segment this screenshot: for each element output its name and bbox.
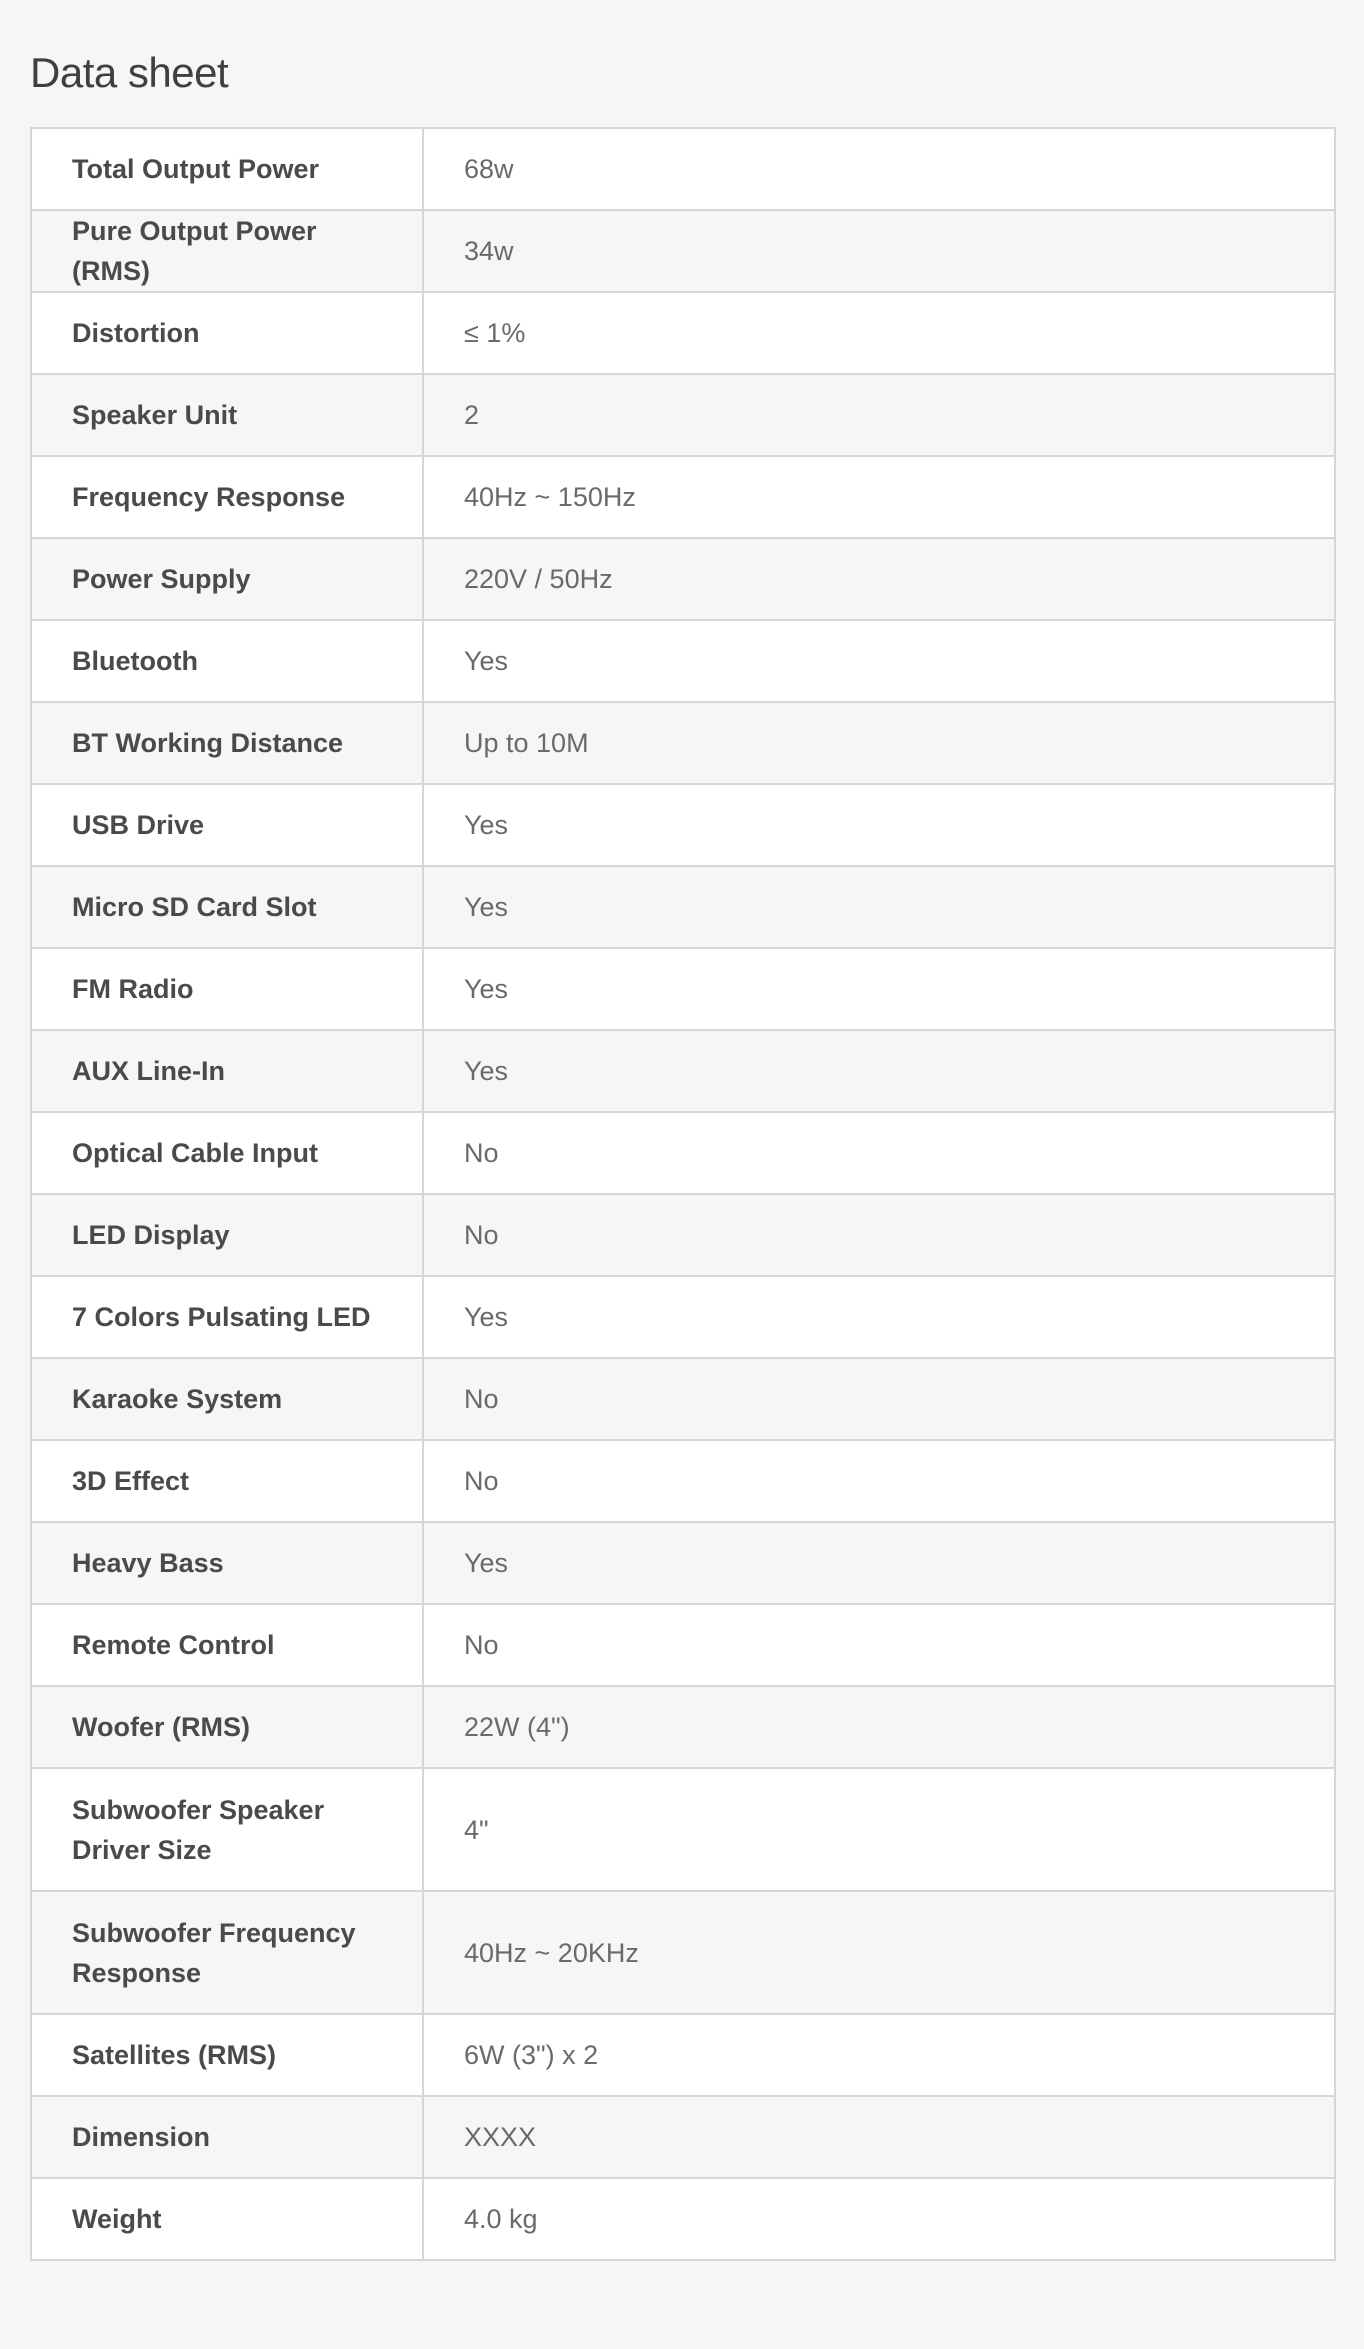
spec-name: FM Radio bbox=[31, 948, 423, 1030]
spec-value: XXXX bbox=[423, 2096, 1335, 2178]
spec-value: 68w bbox=[423, 128, 1335, 210]
spec-name: Total Output Power bbox=[31, 128, 423, 210]
spec-name: USB Drive bbox=[31, 784, 423, 866]
spec-name: LED Display bbox=[31, 1194, 423, 1276]
table-row bbox=[31, 1768, 1335, 1891]
spec-value: Yes bbox=[423, 948, 1335, 1030]
spec-value: Yes bbox=[423, 784, 1335, 866]
table-row bbox=[31, 1030, 1335, 1112]
spec-value: No bbox=[423, 1194, 1335, 1276]
spec-value: Yes bbox=[423, 1276, 1335, 1358]
spec-value: 22W (4") bbox=[423, 1686, 1335, 1768]
spec-value: 40Hz ~ 20KHz bbox=[423, 1891, 1335, 2014]
table-row bbox=[31, 1112, 1335, 1194]
table-row bbox=[31, 1276, 1335, 1358]
spec-value: Yes bbox=[423, 1030, 1335, 1112]
table-row bbox=[31, 2178, 1335, 2260]
spec-value: Yes bbox=[423, 620, 1335, 702]
spec-value: 4" bbox=[423, 1768, 1335, 1891]
spec-value: 34w bbox=[423, 210, 1335, 292]
data-sheet-section bbox=[30, 0, 1336, 2234]
spec-value: No bbox=[423, 1440, 1335, 1522]
table-row bbox=[31, 948, 1335, 1030]
table-row bbox=[31, 1686, 1335, 1768]
spec-value: Yes bbox=[423, 1522, 1335, 1604]
spec-value: 4.0 kg bbox=[423, 2178, 1335, 2260]
spec-value: No bbox=[423, 1112, 1335, 1194]
spec-name: Weight bbox=[31, 2178, 423, 2260]
spec-name: Power Supply bbox=[31, 538, 423, 620]
table-row bbox=[31, 784, 1335, 866]
table-row bbox=[31, 1358, 1335, 1440]
table-row bbox=[31, 456, 1335, 538]
spec-name: Remote Control bbox=[31, 1604, 423, 1686]
spec-name: Distortion bbox=[31, 292, 423, 374]
spec-name: Micro SD Card Slot bbox=[31, 866, 423, 948]
spec-name: Heavy Bass bbox=[31, 1522, 423, 1604]
table-row bbox=[31, 374, 1335, 456]
data-sheet-table bbox=[30, 127, 1336, 2261]
table-row bbox=[31, 2014, 1335, 2096]
spec-name: Optical Cable Input bbox=[31, 1112, 423, 1194]
spec-value: 40Hz ~ 150Hz bbox=[423, 456, 1335, 538]
spec-name: AUX Line-In bbox=[31, 1030, 423, 1112]
spec-value: 220V / 50Hz bbox=[423, 538, 1335, 620]
spec-name: Dimension bbox=[31, 2096, 423, 2178]
spec-name: Karaoke System bbox=[31, 1358, 423, 1440]
spec-name: Bluetooth bbox=[31, 620, 423, 702]
spec-name: BT Working Distance bbox=[31, 702, 423, 784]
spec-name: Speaker Unit bbox=[31, 374, 423, 456]
spec-value: Yes bbox=[423, 866, 1335, 948]
table-row bbox=[31, 1194, 1335, 1276]
table-row bbox=[31, 1522, 1335, 1604]
spec-name: 3D Effect bbox=[31, 1440, 423, 1522]
spec-value: ≤ 1% bbox=[423, 292, 1335, 374]
table-row bbox=[31, 866, 1335, 948]
table-row bbox=[31, 292, 1335, 374]
table-row bbox=[31, 538, 1335, 620]
table-row bbox=[31, 210, 1335, 292]
spec-name: Woofer (RMS) bbox=[31, 1686, 423, 1768]
table-row bbox=[31, 1604, 1335, 1686]
spec-name: Pure Output Power (RMS) bbox=[31, 210, 423, 292]
table-row bbox=[31, 702, 1335, 784]
data-sheet-body bbox=[31, 128, 1335, 2260]
table-row bbox=[31, 1440, 1335, 1522]
spec-name: Frequency Response bbox=[31, 456, 423, 538]
spec-value: No bbox=[423, 1604, 1335, 1686]
table-row bbox=[31, 1891, 1335, 2014]
spec-name: 7 Colors Pulsating LED bbox=[31, 1276, 423, 1358]
spec-value: Up to 10M bbox=[423, 702, 1335, 784]
spec-name: Satellites (RMS) bbox=[31, 2014, 423, 2096]
spec-name: Subwoofer Frequency Response bbox=[31, 1891, 423, 2014]
spec-value: 6W (3") x 2 bbox=[423, 2014, 1335, 2096]
spec-name: Subwoofer Speaker Driver Size bbox=[31, 1768, 423, 1891]
table-row bbox=[31, 620, 1335, 702]
table-row bbox=[31, 2096, 1335, 2178]
section-title: Data sheet bbox=[30, 49, 229, 96]
spec-value: 2 bbox=[423, 374, 1335, 456]
spec-value: No bbox=[423, 1358, 1335, 1440]
table-row bbox=[31, 128, 1335, 210]
